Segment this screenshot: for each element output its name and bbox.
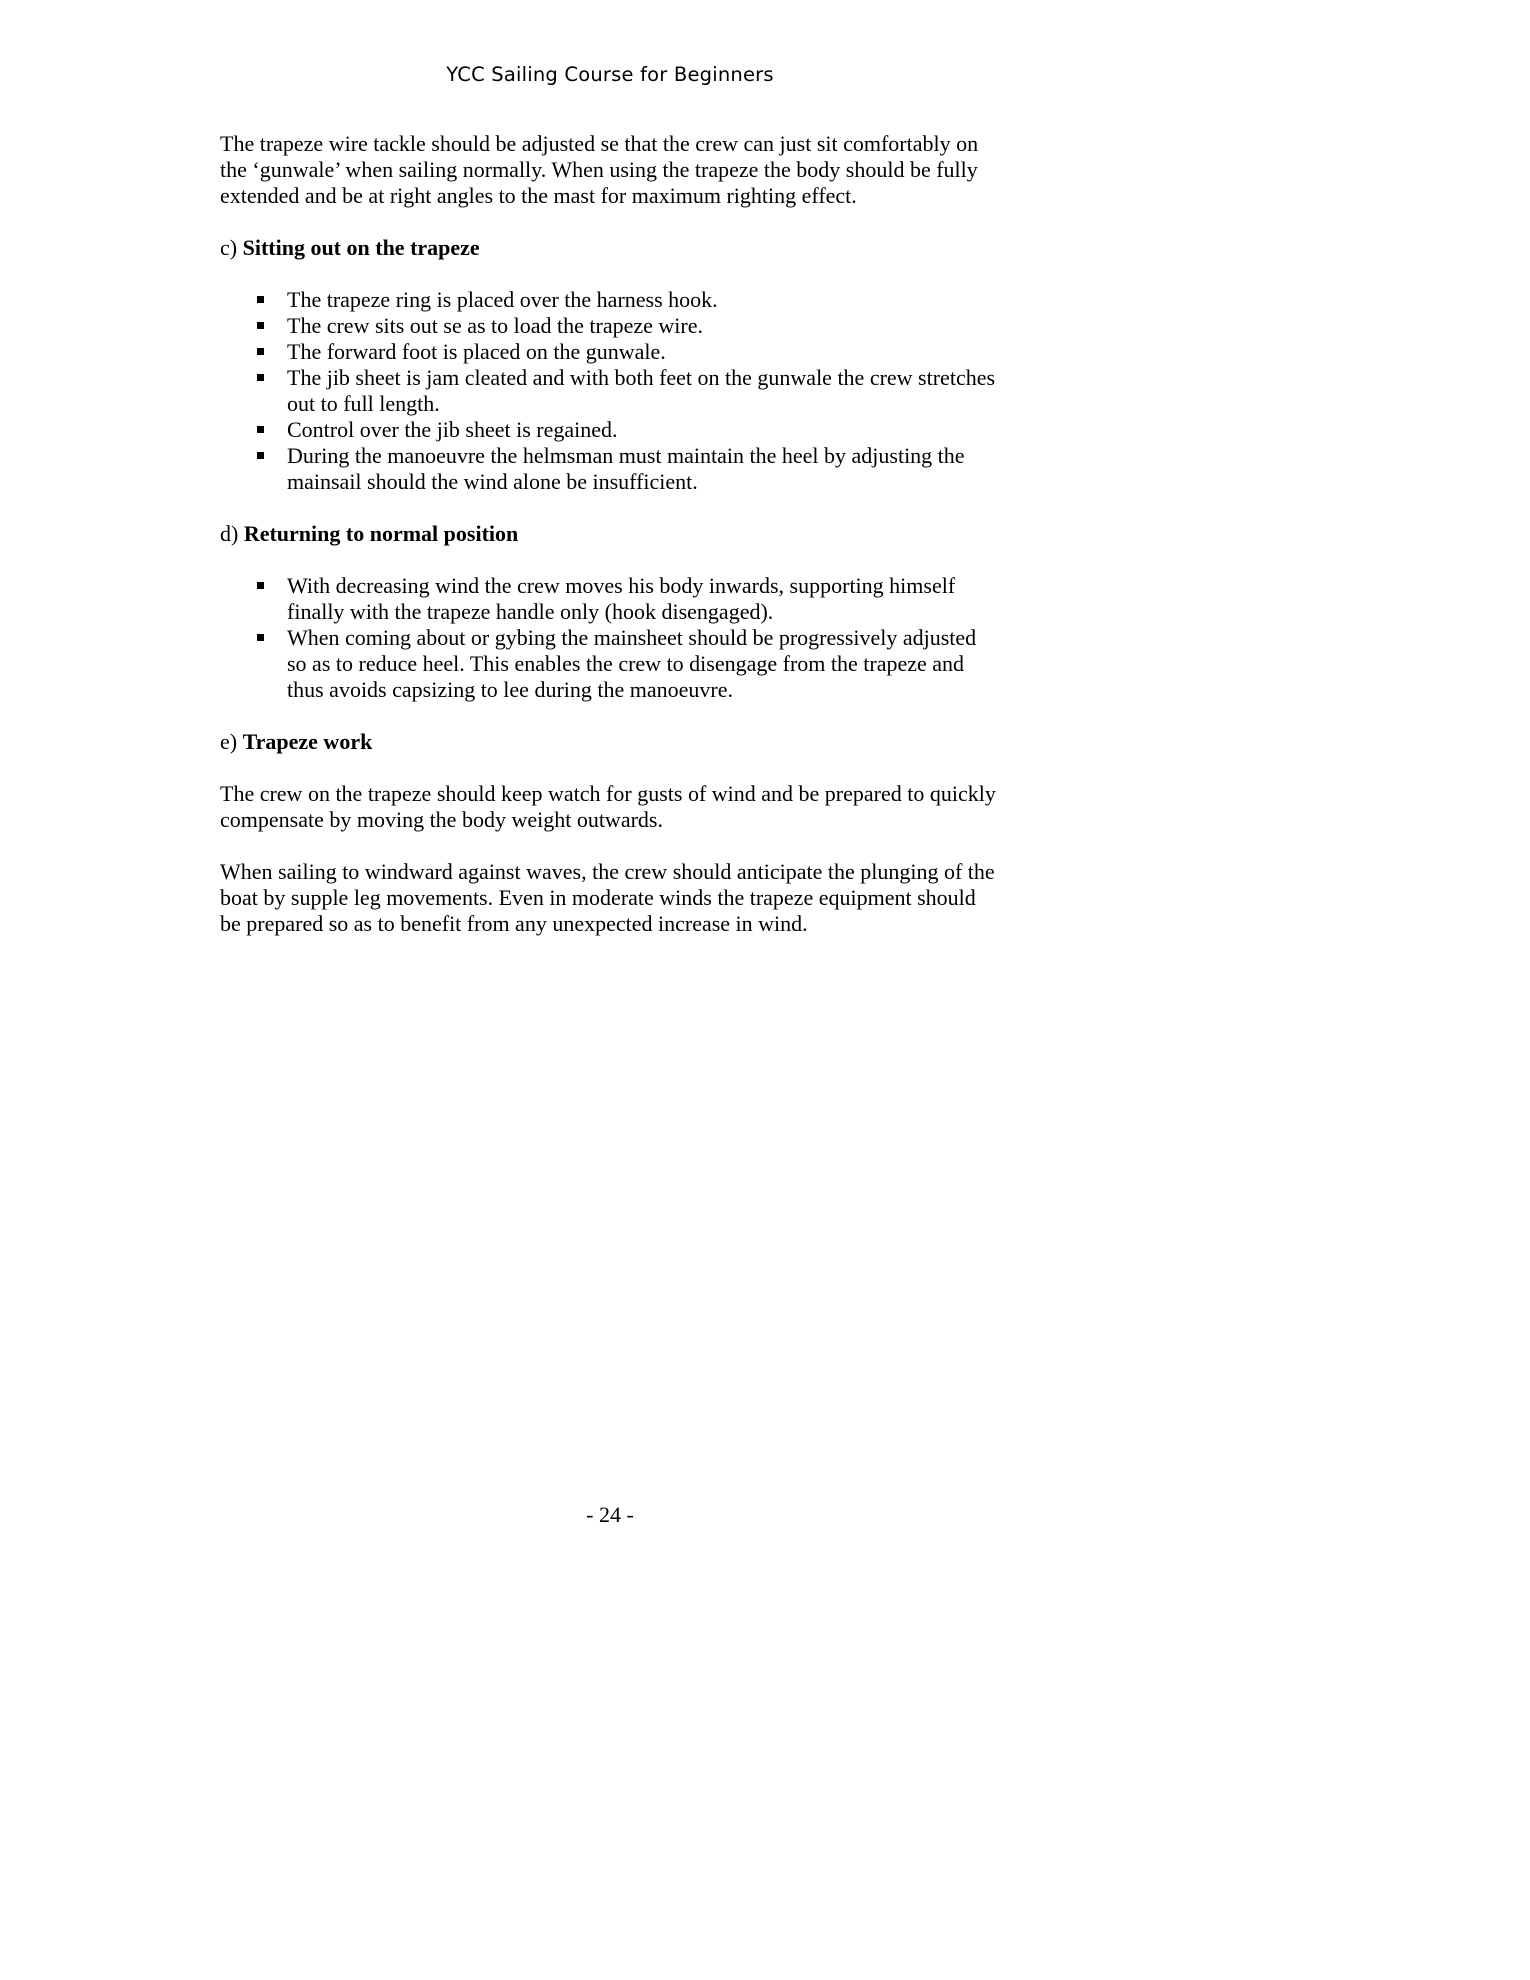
heading-title: Sitting out on the trapeze <box>242 235 480 260</box>
paragraph-intro: The trapeze wire tackle should be adjusted se that the crew can just sit comfortably on the ‘gunwale’ when sailing normally. When using the trapeze the body should be fully extended and be at right angles to the mast for maximum righting effect. <box>220 131 979 208</box>
bullet-item: The forward foot is placed on the gunwale. <box>220 339 1000 365</box>
heading-title: Returning to normal position <box>243 521 519 546</box>
section-heading-d <box>220 521 1000 547</box>
bullet-item: During the manoeuvre the helmsman must maintain the heel by adjusting the mainsail should the wind alone be insufficient. <box>220 443 1000 495</box>
bullet-item: The trapeze ring is placed over the harness hook. <box>220 287 1000 313</box>
heading-prefix: c) <box>220 235 243 260</box>
page-header-title: YCC Sailing Course for Beginners <box>446 63 774 86</box>
bullet-item: The crew sits out se as to load the trapeze wire. <box>220 313 1000 339</box>
paragraph-trapeze-work-2: When sailing to windward against waves, the crew should anticipate the plunging of the boat by supple leg movements. Even in moderate winds the trapeze equipment should be prepared so as to benefit from any unexpected increase in wind. <box>220 859 995 936</box>
section-heading-e <box>220 729 1000 755</box>
section-heading-c <box>220 235 1000 261</box>
bullet-item: The jib sheet is jam cleated and with both feet on the gunwale the crew stretches out to full length. <box>220 365 1000 417</box>
heading-prefix: e) <box>220 729 243 754</box>
paragraph-trapeze-work-1: The crew on the trapeze should keep watch for gusts of wind and be prepared to quickly compensate by moving the body weight outwards. <box>220 781 996 832</box>
bullet-item: Control over the jib sheet is regained. <box>220 417 1000 443</box>
bullet-item: With decreasing wind the crew moves his body inwards, supporting himself finally with the trapeze handle only (hook disengaged). <box>220 573 1000 625</box>
bullet-list-sitting-out <box>220 287 1000 495</box>
heading-title: Trapeze work <box>242 729 373 754</box>
document-body <box>220 131 1000 963</box>
page-number: - 24 - <box>586 1502 634 1527</box>
bullet-item: When coming about or gybing the mainsheet should be progressively adjusted so as to reduce heel. This enables the crew to disengage from the trapeze and thus avoids capsizing to lee during the manoeuvre. <box>220 625 1000 703</box>
bullet-list-returning <box>220 573 1000 703</box>
heading-prefix: d) <box>220 521 244 546</box>
